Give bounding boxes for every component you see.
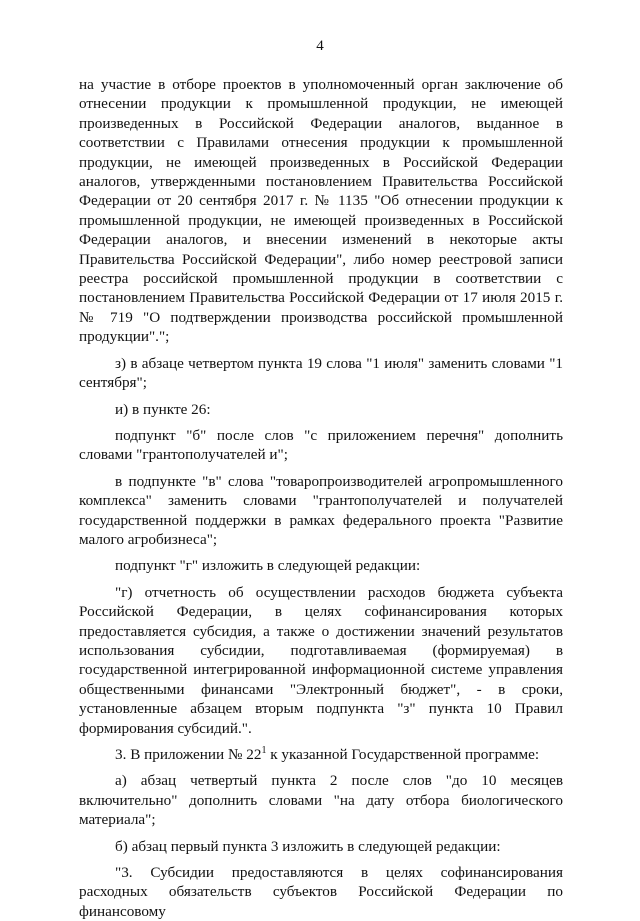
paragraph-subitem-v: в подпункте "в" слова "товаропроизводителей агропромышленного комплекса" заменить словами "грантополучателей и получателей государственной поддержки в рамках федерального проекта "Развитие малого агробизнеса"; [79,472,563,548]
section-3-text: 3. В приложении № 22 [115,746,262,763]
paragraph-item-3-quote: "3. Субсидии предоставляются в целях софинансирования расходных обязательств субъектов Российской Федерации по финансовому [79,864,563,920]
paragraph-subitem-g: подпункт "г" изложить в следующей редакции: [115,557,421,575]
paragraph-item-b: б) абзац первый пункта 3 изложить в следующей редакции: [115,837,501,855]
document-body [79,75,563,921]
paragraph-subitem-g-text: "г) отчетность об осуществлении расходов бюджета субъекта Российской Федерации, в целях софинансирования которых предоставляется субсидия, а также о достижении значений результатов использования субсидии, подготавливаемая (формируемая) в государственной интегрированной информационной системе управления общественными финансами "Электронный бюджет", - в сроки, установленные абзацем вторым подпункта "з" пункта 10 Правил формирования субсидий.". [79,583,563,737]
superscript-1: 1 [261,744,267,756]
paragraph-item-z: з) в абзаце четвертом пункта 19 слова "1 июля" заменить словами "1 сентября"; [79,354,563,392]
page-number: 4 [316,38,324,54]
paragraph-section-3 [79,745,563,764]
section-3-text-rest: к указанной Государственной программе: [266,746,540,763]
paragraph-item-i: и) в пункте 26: [115,400,211,418]
paragraph-item-a: а) абзац четвертый пункта 2 после слов "до 10 месяцев включительно" дополнить словами "на дату отбора биологического материала"; [79,772,563,829]
paragraph-continuation: на участие в отборе проектов в уполномоченный орган заключение об отнесении продукции к промышленной продукции, не имеющей произведенных в Российской Федерации аналогов, выданное в соответствии с Правилами отнесения продукции к промышленной продукции, не имеющей произведенных в Российской Федерации аналогов, утвержденными постановлением Правительства Российской Федерации от 20 сентября 2017 г. № 1135 "Об отнесении продукции к промышленной продукции, не имеющей произведенных в Российской Федерации аналогов, и внесении изменений в некоторые акты Правительства Российской Федерации", либо номер реестровой записи реестра российской промышленной продукции в соответствии с постановлением Правительства Российской Федерации от 17 июля 2015 г. № 719 "О подтверждении производства российской промышленной продукции"."; [79,76,563,346]
paragraph-subitem-b: подпункт "б" после слов "с приложением перечня" дополнить словами "грантополучателей и"; [79,426,563,464]
